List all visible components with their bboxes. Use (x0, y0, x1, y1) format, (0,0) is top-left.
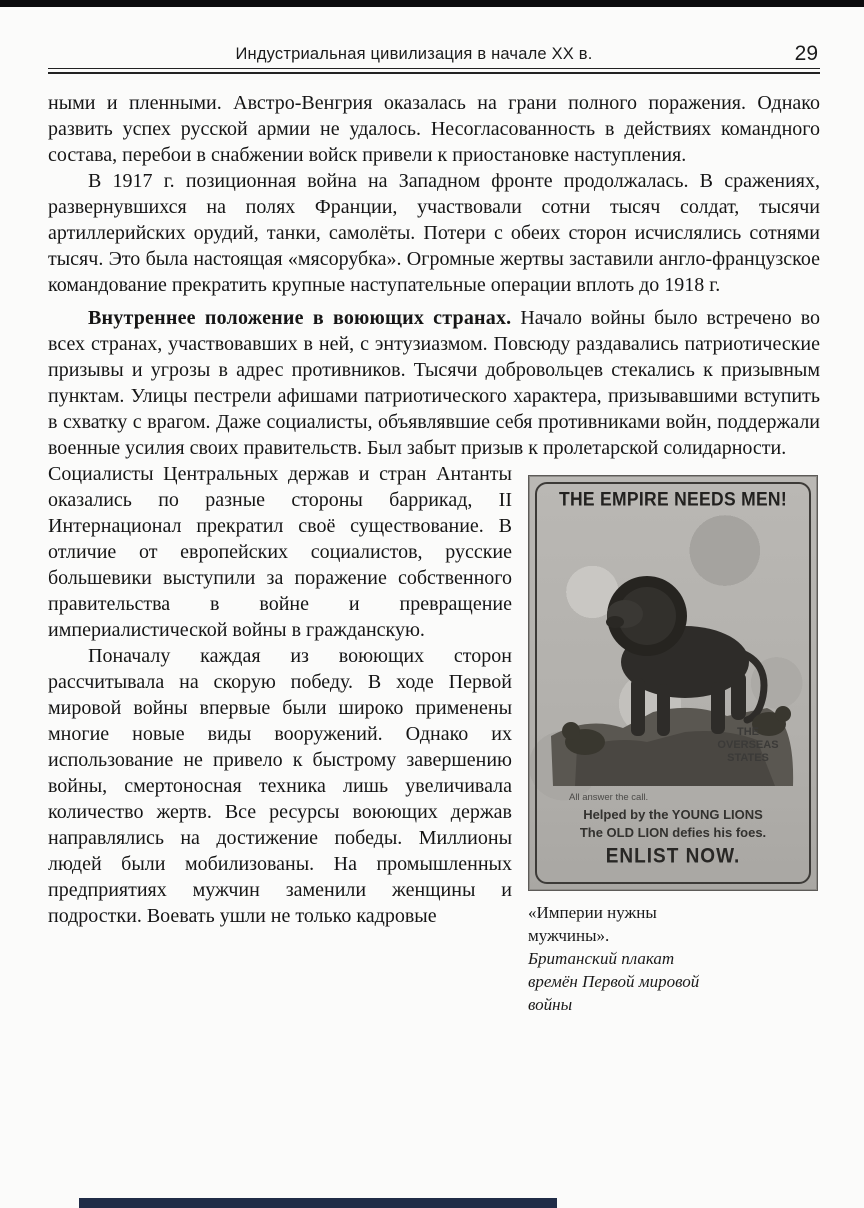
caption-quote-line: «Империи нужны (528, 903, 657, 922)
page-number: 29 (794, 42, 818, 65)
paragraph-war-resources: Поначалу каждая из воюющих сторон рассчитывала на скорую победу. В ходе Первой мировой войны впервые были широко применены многие новые виды вооружений. Однако их использование не привело к быстрому завершению войны, смертоносная техника лишь увеличивала количество жертв. Все ресурсы воюющих держав направлялись на достижение победы. Миллионы людей были мобилизованы. На промышленных предприятиях мужчин заменили женщины и подростки. Воевать ушли не только кадровые (48, 645, 512, 927)
paragraph-internal-situation (48, 305, 820, 461)
poster-figure (528, 475, 820, 1016)
poster-defies-text: The OLD LION defies his foes. (579, 825, 767, 840)
paragraph-socialists: Социалисты Центральных держав и стран Антанты оказались по разные стороны баррикад, II Интернационал прекратил своё существование. В отличие от европейских социалистов, русские большевики выступили за поражение собственного правительства в войне и превращение империалистической войны в гражданскую. (48, 463, 512, 641)
propaganda-poster (528, 475, 818, 891)
poster-enlist-text: ENLIST NOW. (605, 844, 741, 868)
page-header (48, 40, 820, 74)
caption-credit-line: войны (528, 995, 573, 1014)
paragraph-war-losses: ными и пленными. Австро-Венгрия оказалась на грани полного поражения. Однако развить успех русской армии не удалось. Несогласованность в действиях командного состава, перебои в снабжении войск привели к приостановке наступления. (48, 92, 820, 166)
poster-call-text: All answer the call. (569, 792, 649, 803)
header-rule (48, 68, 820, 74)
poster-overseas-text: THE OVERSEAS STATES (717, 726, 779, 764)
section-lead-bold: Внутреннее положение в воюющих странах. (88, 307, 512, 329)
paragraph-1917-western-front: В 1917 г. позиционная война на Западном фронте продолжалась. В сражениях, развернувшихся на полях Франции, участвовали сотни тысяч солдат, тысячи артиллерийских орудий, танки, самолёты. Потери с обеих сторон исчислялись сотнями тысяч. Это была настоящая «мясорубка». Огромные жертвы заставили англо-французское командование прекратить крупные наступательные операции вплоть до 1918 г. (48, 170, 820, 296)
wrap-section (48, 461, 820, 1014)
poster-title: THE EMPIRE NEEDS MEN! (559, 487, 787, 511)
figure-caption (528, 901, 820, 1016)
section-lead-continuation: Начало войны было встречено во всех странах, участвовавших в ней, с энтузиазмом. Повсюду раздавались патриотические призывы и угрозы в адрес противников. Тысячи добровольцев стекались к призывным пунктам. Улицы пестрели афишами патриотического характера, призывавшими вступить в схватку с врагом. Даже социалисты, объявлявшие себя противниками войн, поддержали военные усилия своих правительств. Был забыт призыв к пролетарской солидарности. (48, 307, 820, 459)
scan-artifact-bottom-bar (79, 1198, 557, 1208)
running-head (48, 40, 820, 66)
caption-quote-line: мужчины». (528, 926, 610, 945)
scan-artifact-top-bar (0, 0, 864, 7)
page-body (48, 90, 820, 1014)
caption-credit-line: Британский плакат (528, 949, 675, 968)
running-title: Индустриальная цивилизация в начале XX в. (235, 45, 593, 63)
poster-helped-text: Helped by the YOUNG LIONS (583, 807, 763, 822)
caption-credit-line: времён Первой мировой (528, 972, 700, 991)
